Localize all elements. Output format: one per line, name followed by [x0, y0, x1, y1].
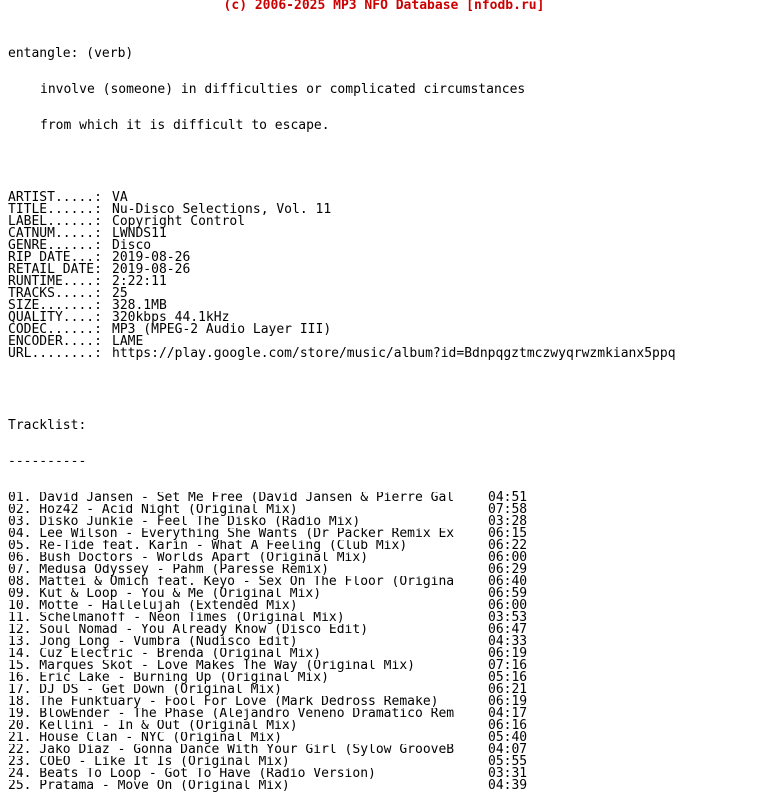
track-row: [8, 732, 676, 744]
track-row: [8, 636, 676, 648]
info-row: [8, 312, 676, 324]
info-value: 2:22:11: [112, 274, 167, 289]
track-row: [8, 576, 676, 588]
track-row: [8, 744, 676, 756]
info-key: SIZE.......:: [8, 298, 102, 313]
info-value: 25: [112, 286, 128, 301]
track-row: [8, 684, 676, 696]
track-title: 16. Eric Lake - Burning Up (Original Mix): [8, 672, 329, 684]
track-title: 24. Beats To Loop - Got To Have (Radio Version): [8, 768, 376, 780]
track-duration: 03:53: [488, 610, 528, 625]
definition-line: from which it is difficult to escape.: [40, 118, 330, 133]
track-row: [8, 552, 676, 564]
track-title: 19. BlowEnder - The Phase (Alejandro Veneno Dramatico Rem: [8, 708, 455, 720]
info-value: 320kbps 44.1kHz: [112, 310, 230, 325]
track-row: [8, 504, 676, 516]
track-duration: 06:16: [488, 718, 528, 733]
track-duration: 05:40: [488, 730, 528, 745]
info-value: 2019-08-26: [112, 262, 191, 277]
track-title: 11. Schelmanoff - Neon Times (Original Mix): [8, 612, 345, 624]
track-row: [8, 540, 676, 552]
info-value: Copyright Control: [112, 214, 246, 229]
track-row: [8, 756, 676, 768]
info-value: 2019-08-26: [112, 250, 191, 265]
track-title: 05. Re-Tide feat. Karin - What A Feeling (Club Mix): [8, 540, 408, 552]
track-title: 21. House Clan - NYC (Original Mix): [8, 732, 282, 744]
track-duration: 04:07: [488, 742, 528, 757]
track-duration: 04:39: [488, 778, 528, 793]
track-row: [8, 612, 676, 624]
definition-term: entangle: (verb): [8, 46, 134, 61]
track-row: [8, 660, 676, 672]
info-key: GENRE......:: [8, 238, 102, 253]
info-value: Disco: [112, 238, 152, 253]
tracklist-heading: Tracklist:: [8, 418, 87, 433]
track-title: 08. Mattei & Omich feat. Keyo - Sex On The Floor (Origina: [8, 576, 455, 588]
track-title: 10. Motte - Hallelujah (Extended Mix): [8, 600, 298, 612]
track-title: 18. The Funktuary - Fool For Love (Mark Dedross Remake): [8, 696, 439, 708]
info-key: RUNTIME....:: [8, 274, 102, 289]
track-title: 06. Bush Doctors - Worlds Apart (Original Mix): [8, 552, 369, 564]
track-duration: 06:21: [488, 682, 528, 697]
track-duration: 06:47: [488, 622, 528, 637]
track-row: [8, 564, 676, 576]
track-duration: 06:40: [488, 574, 528, 589]
info-value: VA: [112, 190, 128, 205]
info-key: CATNUM.....:: [8, 226, 102, 241]
track-duration: 06:59: [488, 586, 528, 601]
site-header-title[interactable]: (c) 2006-2025 MP3 NFO Database [nfodb.ru]: [223, 0, 545, 13]
info-value: 328.1MB: [112, 298, 167, 313]
blank-line: [8, 156, 676, 168]
info-row: [8, 264, 676, 276]
info-key: QUALITY....:: [8, 310, 102, 325]
track-row: [8, 648, 676, 660]
info-row: [8, 252, 676, 264]
info-row: [8, 216, 676, 228]
info-value: LWNDS11: [112, 226, 167, 241]
info-row: [8, 228, 676, 240]
track-duration: 05:16: [488, 670, 528, 685]
track-row: [8, 708, 676, 720]
info-value: Nu-Disco Selections, Vol. 11: [112, 202, 332, 217]
track-title: 20. Kellini - In & Out (Original Mix): [8, 720, 298, 732]
track-duration: 05:55: [488, 754, 528, 769]
track-title: 17. DJ DS - Get Down (Original Mix): [8, 684, 282, 696]
info-key: CODEC......:: [8, 322, 102, 337]
info-row: [8, 348, 676, 360]
info-key: RIP DATE...:: [8, 250, 102, 265]
track-title: 25. Pratama - Move On (Original Mix): [8, 780, 290, 792]
track-title: 07. Medusa Odyssey - Pahm (Paresse Remix): [8, 564, 329, 576]
info-row: [8, 324, 676, 336]
track-row: [8, 696, 676, 708]
track-duration: 06:29: [488, 562, 528, 577]
tracklist-underline: ----------: [8, 454, 87, 469]
track-duration: 04:51: [488, 490, 528, 505]
nfo-document: [8, 24, 676, 804]
track-title: 12. Soul Nomad - You Already Know (Disco Edit): [8, 624, 369, 636]
track-duration: 06:15: [488, 526, 528, 541]
track-row: [8, 624, 676, 636]
info-row: [8, 240, 676, 252]
info-value: MP3 (MPEG-2 Audio Layer III): [112, 322, 332, 337]
info-key: TITLE......:: [8, 202, 102, 217]
track-duration: 06:00: [488, 550, 528, 565]
info-key: LABEL......:: [8, 214, 102, 229]
track-title: 13. Jong Long - Vumbra (Nudisco Edit): [8, 636, 298, 648]
release-info: [8, 192, 676, 360]
track-title: 23. COEO - Like It Is (Original Mix): [8, 756, 290, 768]
track-row: [8, 768, 676, 780]
track-duration: 04:33: [488, 634, 528, 649]
info-value: https://play.google.com/store/music/album?id=Bdnpqgztmczwyqrwzmkianx5ppq: [112, 346, 676, 361]
track-duration: 03:28: [488, 514, 528, 529]
track-row: [8, 600, 676, 612]
info-row: [8, 300, 676, 312]
track-title: 01. David Jansen - Set Me Free (David Jansen & Pierre Gal: [8, 492, 455, 504]
track-title: 22. Jako Diaz - Gonna Dance With Your Girl (Sylow GrooveB: [8, 744, 455, 756]
track-duration: 04:17: [488, 706, 528, 721]
track-duration: 07:58: [488, 502, 528, 517]
definition-line: involve (someone) in difficulties or complicated circumstances: [40, 82, 526, 97]
info-key: ARTIST.....:: [8, 190, 102, 205]
track-row: [8, 672, 676, 684]
info-key: URL........:: [8, 346, 102, 361]
track-row: [8, 516, 676, 528]
info-key: ENCODER....:: [8, 334, 102, 349]
track-row: [8, 528, 676, 540]
info-value: LAME: [112, 334, 144, 349]
track-title: 02. Hoz42 - Acid Night (Original Mix): [8, 504, 298, 516]
info-key: TRACKS.....:: [8, 286, 102, 301]
track-duration: 06:00: [488, 598, 528, 613]
info-row: [8, 276, 676, 288]
track-duration: 06:22: [488, 538, 528, 553]
info-row: [8, 204, 676, 216]
blank-line: [8, 384, 676, 396]
info-row: [8, 192, 676, 204]
info-row: [8, 288, 676, 300]
track-title: 03. Disko Junkie - Feel The Disko (Radio Mix): [8, 516, 361, 528]
track-title: 14. Cuz Electric - Brenda (Original Mix): [8, 648, 322, 660]
track-row: [8, 492, 676, 504]
track-row: [8, 780, 676, 792]
track-duration: 03:31: [488, 766, 528, 781]
track-title: 15. Marques Skot - Love Makes The Way (Original Mix): [8, 660, 415, 672]
track-row: [8, 720, 676, 732]
track-title: 09. Kut & Loop - You & Me (Original Mix): [8, 588, 322, 600]
info-key: RETAIL DATE:: [8, 262, 102, 277]
track-duration: 07:16: [488, 658, 528, 673]
tracklist: [8, 492, 676, 792]
track-duration: 06:19: [488, 646, 528, 661]
track-title: 04. Lee Wilson - Everything She Wants (Dr Packer Remix Ex: [8, 528, 455, 540]
track-duration: 06:19: [488, 694, 528, 709]
track-row: [8, 588, 676, 600]
